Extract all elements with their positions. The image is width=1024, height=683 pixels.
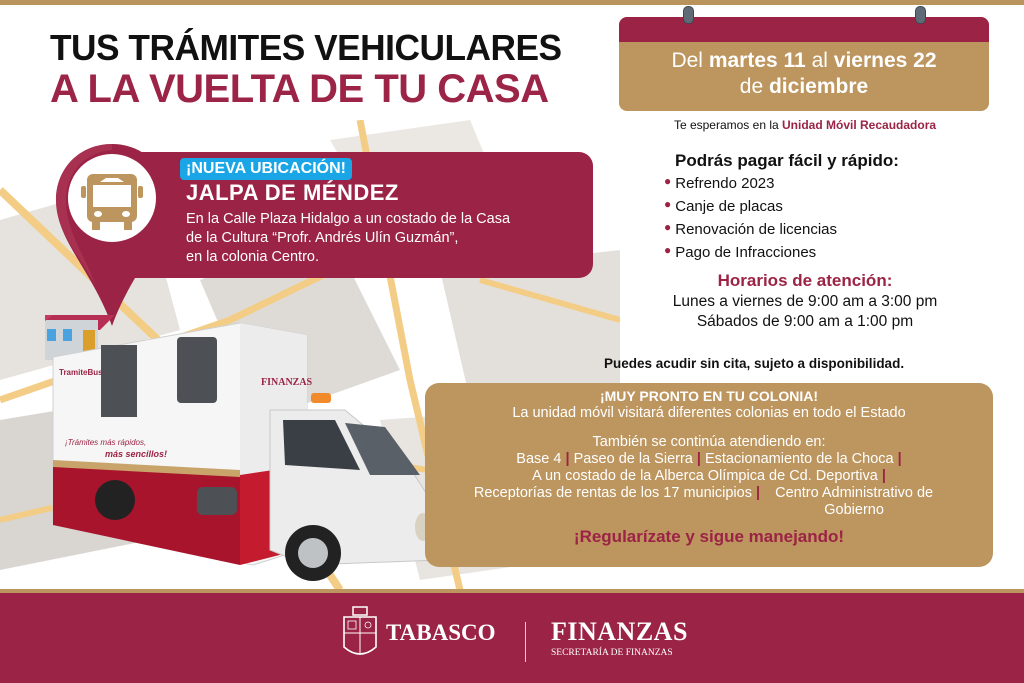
calendar-ring-icon	[683, 6, 694, 24]
headline-line1: TUS TRÁMITES VEHICULARES	[50, 27, 562, 68]
headline	[50, 28, 572, 110]
places-line: Base 4 | Paseo de la Sierra | Estacionamiento de la Choca |	[516, 451, 902, 467]
place: Centro Administrativo de Gobierno	[775, 485, 934, 518]
bus-map-pin-icon	[52, 140, 172, 330]
bullet-icon: ●	[664, 220, 672, 234]
bullet-icon: ●	[664, 197, 672, 211]
hours-weekdays: Lunes a viernes de 9:00 am a 3:00 pm	[672, 293, 938, 310]
top-gold-bar	[0, 0, 1024, 5]
coming-soon-subtitle: La unidad móvil visitará diferentes colonias en todo el Estado	[512, 405, 906, 421]
payments-section	[652, 151, 899, 263]
svg-text:más sencillos!: más sencillos!	[105, 449, 168, 459]
place: Estacionamiento de la Choca	[704, 451, 894, 467]
payments-heading: Podrás pagar fácil y rápido:	[675, 151, 899, 170]
bullet-icon: ●	[664, 174, 672, 188]
payment-item: Pago de Infracciones	[675, 244, 817, 261]
payments-list	[664, 171, 899, 263]
state-name: TABASCO	[386, 620, 496, 645]
bullet-icon: ●	[664, 243, 672, 257]
place: Receptorías de rentas de los 17 municipios	[473, 485, 752, 501]
place: Base 4	[516, 451, 562, 467]
location-city: JALPA DE MÉNDEZ	[186, 180, 399, 205]
svg-text:¡Trámites más rápidos,: ¡Trámites más rápidos,	[65, 438, 147, 447]
svg-text:FINANZAS: FINANZAS	[261, 377, 313, 388]
place: Paseo de la Sierra	[573, 451, 693, 467]
tabasco-crest-icon	[340, 605, 380, 661]
invite-prefix: Te esperamos en la	[673, 118, 779, 132]
address-line: En la Calle Plaza Hidalgo a un costado de la Casa	[186, 211, 511, 227]
place: A un costado de la Alberca Olímpica de Cd. Deportiva	[532, 468, 878, 484]
call-to-action: ¡Regularízate y sigue manejando!	[573, 527, 845, 546]
places-line: A un costado de la Alberca Olímpica de Cd. Deportiva |	[532, 468, 886, 484]
list-item	[664, 217, 899, 240]
calendar-ring-icon	[915, 6, 926, 24]
coming-soon-card	[425, 383, 993, 567]
agency-name: FINANZAS	[551, 617, 688, 646]
calendar-header	[619, 17, 989, 42]
payment-item: Canje de placas	[675, 198, 783, 215]
coming-soon-heading: ¡MUY PRONTO EN TU COLONIA!	[599, 388, 819, 404]
payment-item: Refrendo 2023	[675, 175, 775, 192]
mobile-unit-truck-image	[45, 315, 445, 585]
payment-item: Renovación de licencias	[675, 221, 838, 238]
agency-subtitle: SECRETARÍA DE FINANZAS	[551, 648, 673, 658]
headline-line2: A LA VUELTA DE TU CASA	[50, 67, 549, 111]
month: diciembre	[768, 75, 869, 98]
hours-section	[620, 270, 990, 332]
date-connector: al	[811, 49, 828, 72]
new-location-badge: ¡NUEVA UBICACIÓN!	[180, 158, 352, 180]
end-day: viernes 22	[833, 49, 937, 72]
invite-text	[620, 118, 990, 132]
address-line: en la colonia Centro.	[186, 249, 319, 265]
location-address	[186, 210, 586, 267]
start-day: martes 11	[708, 49, 806, 72]
date-calendar-card	[619, 17, 989, 111]
places-line: Receptorías de rentas de los 17 municipios | Centro Administrativo de Gobierno	[425, 485, 993, 519]
list-item	[664, 194, 899, 217]
also-served-heading: También se continúa atendiendo en:	[592, 434, 826, 450]
date-prefix: Del	[671, 49, 703, 72]
date-range	[619, 42, 989, 100]
hours-heading: Horarios de atención:	[717, 271, 893, 290]
list-item	[664, 240, 899, 263]
month-prefix: de	[739, 75, 764, 98]
mobile-unit-name: Unidad Móvil Recaudadora	[782, 118, 937, 132]
svg-text:TramiteBus: TramiteBus	[59, 368, 103, 377]
footer-divider	[525, 622, 526, 662]
address-line: de la Cultura “Profr. Andrés Ulín Guzmán”,	[186, 230, 459, 246]
footer-bar	[0, 589, 1024, 683]
no-appointment-note: Puedes acudir sin cita, sujeto a disponibilidad.	[604, 356, 905, 371]
list-item	[664, 171, 899, 194]
hours-saturday: Sábados de 9:00 am a 1:00 pm	[696, 313, 914, 330]
